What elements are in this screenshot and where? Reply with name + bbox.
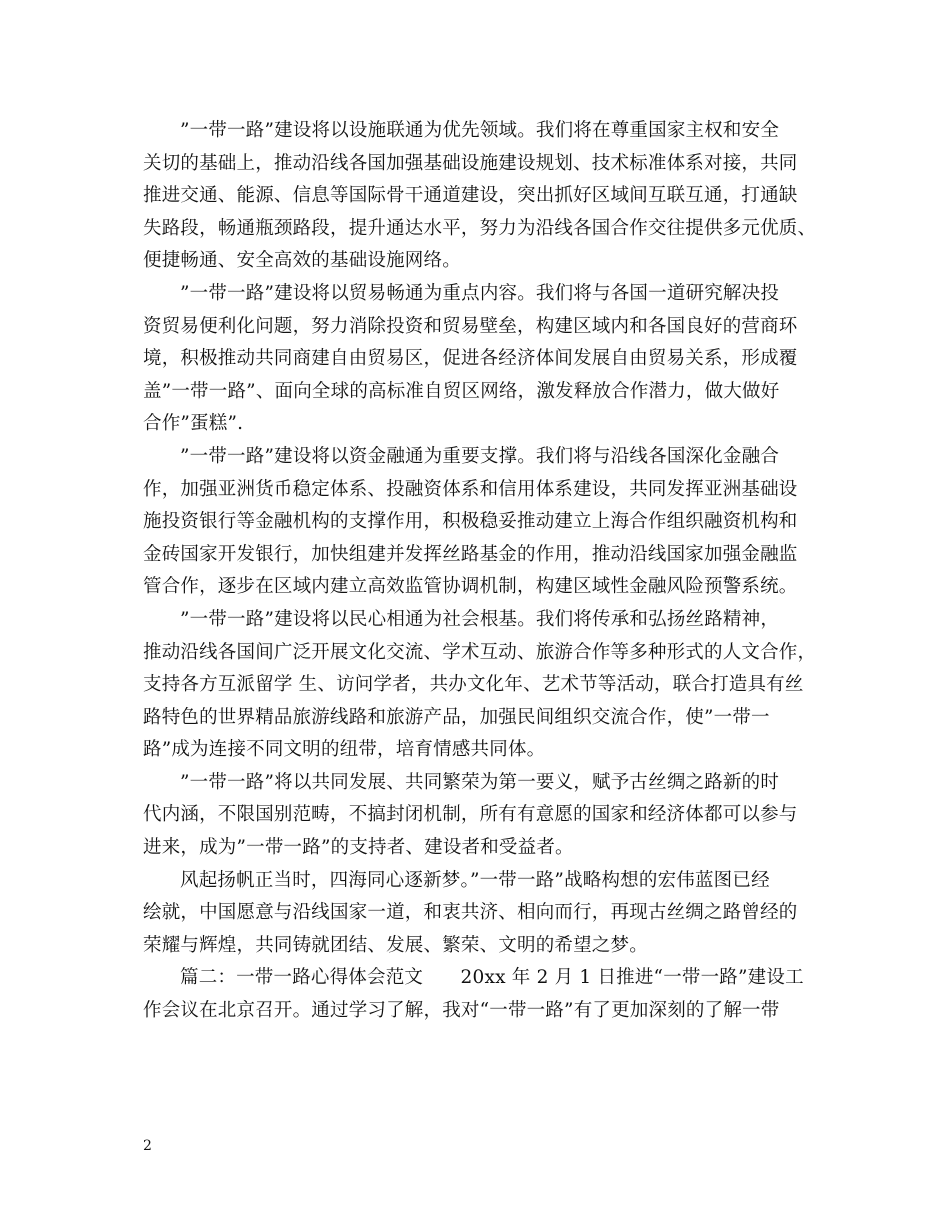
text-line: 风起扬帆正当时，四海同心逐新梦。”一带一路”战略构想的宏伟蓝图已经 bbox=[180, 869, 770, 891]
paragraph bbox=[143, 278, 823, 441]
text-line: 进来，成为”一带一路”的支持者、建设者和受益者。 bbox=[143, 837, 574, 859]
text-line: 绘就，中国愿意与沿线国家一道，和衷共济、相向而行，再现古丝绸之路曾经的 bbox=[143, 902, 798, 924]
text-line: 资贸易便利化问题，努力消除投资和贸易壁垒，构建区域内和各国良好的营商环 bbox=[143, 315, 798, 337]
text-line: 失路段，畅通瓶颈路段，提升通达水平，努力为沿线各国合作交往提供多元优质、 bbox=[143, 217, 817, 239]
paragraph bbox=[143, 962, 823, 1027]
text-line: ”一带一路”将以共同发展、共同繁荣为第一要义，赋予古丝绸之路新的时 bbox=[180, 771, 780, 793]
text-line: 篇二：一带一路心得体会范文 20xx 年 2 月 1 日推进“一带一路”建设工 bbox=[180, 967, 804, 989]
text-line: 金砖国家开发银行，加快组建并发挥丝路基金的作用，推动沿线国家加强金融监 bbox=[143, 543, 798, 565]
text-line: 荣耀与辉煌，共同铸就团结、发展、繁荣、文明的希望之梦。 bbox=[143, 934, 648, 956]
paragraph bbox=[143, 865, 823, 963]
text-line: 便捷畅通、安全高效的基础设施网络。 bbox=[143, 250, 461, 272]
text-line: 推动沿线各国间广泛开展文化交流、学术互动、旅游合作等多种形式的人文合作， bbox=[143, 641, 817, 663]
page-number: 2 bbox=[143, 1138, 152, 1154]
text-line: 路”成为连接不同文明的纽带，培育情感共同体。 bbox=[143, 739, 546, 761]
document-body bbox=[143, 115, 823, 1028]
text-line: 合作”蛋糕”. bbox=[143, 413, 244, 435]
text-line: 路特色的世界精品旅游线路和旅游产品，加强民间组织交流合作，使”一带一 bbox=[143, 706, 770, 728]
text-line: ”一带一路”建设将以贸易畅通为重点内容。我们将与各国一道研究解决投 bbox=[180, 282, 780, 304]
text-line: 代内涵，不限国别范畴，不搞封闭机制，所有有意愿的国家和经济体都可以参与 bbox=[143, 804, 798, 826]
text-line: ”一带一路”建设将以资金融通为重要支撑。我们将与沿线各国深化金融合 bbox=[180, 445, 780, 467]
text-line: 关切的基础上，推动沿线各国加强基础设施建设规划、技术标准体系对接，共同 bbox=[143, 152, 798, 174]
text-line: 盖”一带一路”、面向全球的高标准自贸区网络，激发释放合作潜力，做大做好 bbox=[143, 380, 780, 402]
text-line: 境，积极推动共同商建自由贸易区，促进各经济体间发展自由贸易关系，形成覆 bbox=[143, 348, 798, 370]
text-line: 支持各方互派留学 生、访问学者，共办文化年、艺术节等活动，联合打造具有丝 bbox=[143, 674, 804, 696]
text-line: 作会议在北京召开。通过学习了解，我对“一带一路”有了更加深刻的了解一带 bbox=[143, 1000, 780, 1022]
text-line: ”一带一路”建设将以设施联通为优先领域。我们将在尊重国家主权和安全 bbox=[180, 120, 780, 141]
paragraph bbox=[143, 604, 823, 767]
text-line: ”一带一路”建设将以民心相通为社会根基。我们将传承和弘扬丝路精神， bbox=[180, 608, 780, 630]
paragraph bbox=[143, 441, 823, 604]
text-line: 作，加强亚洲货币稳定体系、投融资体系和信用体系建设，共同发挥亚洲基础设 bbox=[143, 478, 798, 500]
paragraph bbox=[143, 767, 823, 865]
text-line: 施投资银行等金融机构的支撑作用，积极稳妥推动建立上海合作组织融资机构和 bbox=[143, 511, 798, 533]
text-line: 管合作，逐步在区域内建立高效监管协调机制，构建区域性金融风险预警系统。 bbox=[143, 576, 798, 598]
text-line: 推进交通、能源、信息等国际骨干通道建设，突出抓好区域间互联互通，打通缺 bbox=[143, 185, 798, 207]
paragraph bbox=[143, 115, 823, 278]
